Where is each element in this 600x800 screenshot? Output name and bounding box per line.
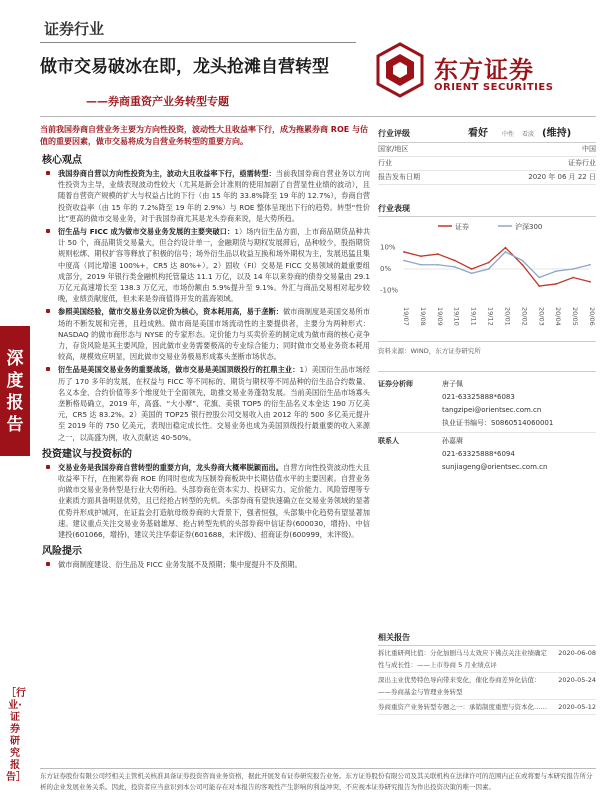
analyst-value: 执业证书编号：S0860514060001 [442, 419, 554, 427]
bullet-text: 做市商制度建设、衍生品及 FICC 业务发展不及预期；集中度提升不及预期。 [58, 560, 302, 570]
report-type-line-2: 报告 [6, 393, 24, 435]
analyst-divider [378, 432, 596, 433]
title-divider [40, 116, 596, 117]
related-head: 相关报告 [378, 632, 596, 646]
analyst-row [378, 404, 596, 417]
y-tick-label: -10% [380, 286, 399, 295]
series-point-1 [488, 268, 490, 270]
chart-source: 资料来源：WIND，东方证券研究所 [378, 341, 596, 355]
related-report-date: 2020-05-24 [558, 676, 596, 684]
rating-maintain: (维持) [542, 128, 572, 139]
bullet-heading: 衍生品是美国交易业务的重要战场，做市交易是美国顶级投行的扛鼎主业： [58, 365, 300, 375]
legend-label-1: 沪深300 [515, 223, 543, 231]
related-report-title: 券商重资产业务转型专题之一：承销制度重塑与资本化…… [378, 703, 547, 711]
analyst-row [378, 391, 596, 404]
series-point-1 [505, 251, 507, 253]
x-tick-label: 20/05 [571, 307, 580, 326]
bullet-text: 当前我国券商自营业务以方向性投资为主导，业绩表现波动性较大（尤其是新会计准则的使用加剧了自营显性业绩的波动），且随着自营资产规模的扩大与权益占比的下行（由 15 年的 33.8%降至 19 年的 12.7%），券商自营投资收益率（由 15 年的 7.2%降至 19 年的 2.9%）与 ROE 整体呈现出下行的趋势。转型“性价比”更高的做市交易业务，对于我国券商尤其是龙头券商来说，是大势所趋。 [58, 169, 370, 223]
analyst-label [378, 417, 442, 430]
y-tick-label: 0% [380, 265, 392, 273]
info-rows [378, 143, 596, 185]
logo-mark-icon [372, 42, 428, 98]
top-divider [40, 42, 356, 43]
series-point-0 [488, 262, 490, 264]
right-sidebar [378, 124, 596, 474]
x-tick-label: 19/12 [486, 307, 495, 326]
series-point-1 [538, 277, 540, 279]
info-key: 国家/地区 [378, 145, 409, 153]
main-content [40, 124, 370, 573]
rating-row [378, 124, 596, 143]
series-point-0 [437, 253, 439, 255]
report-type-line-1: 深度 [6, 349, 24, 391]
analyst-label: 联系人 [378, 437, 399, 445]
bullet-heading: 交易业务是我国券商自营转型的重要方向，龙头券商大概率脱颖而出。 [58, 462, 283, 472]
page-title: 做市交易破冰在即，龙头抢滩自营转型 [40, 57, 329, 77]
x-tick-label: 20/03 [537, 307, 546, 326]
series-point-0 [403, 251, 405, 253]
info-value: 2020 年 06 月 22 日 [528, 173, 596, 181]
bullet-marker-icon [46, 309, 50, 313]
analyst-label [378, 461, 442, 474]
info-row [378, 171, 596, 185]
analyst-row [378, 378, 596, 391]
left-sidebar [0, 0, 30, 800]
bullet-text: 自营方向性投资波动性大且收益率下行，在拖累券商 ROE 的同时也成为压制券商板块中长期估值水平的主要因素。自营业务向做市交易业务转型是行业大势所趋。头部券商在资本实力、投研实力、定价能力、风险管理等专业素质方面具备明显优势，且已经抢占转型的先机。头部券商有望快速确立在交易业务领域的显著优势并形成护城河，在证监会打造航母级券商的大背景下，强者恒强，头部集中化趋势有望显著加速。建议重点关注交易业务基础雄厚、抢占转型先机的头部券商中信证券(600030，增持)、中信建投(601066，增持)，建议关注华泰证券(601688，未评级)、招商证券(600999，未评级)。 [58, 462, 370, 540]
analyst-label [378, 404, 442, 417]
x-tick-label: 19/09 [435, 307, 444, 326]
series-point-0 [589, 281, 591, 283]
series-point-1 [454, 266, 456, 268]
x-tick-label: 19/07 [402, 307, 410, 326]
series-point-1 [555, 270, 557, 272]
x-tick-label: 19/11 [469, 307, 478, 326]
bullet-item [40, 306, 370, 362]
related-report-title: 拆比重研判比值：分化加剧马马太效应下佛点关注业绩确定性与成长性：——上市券商 5 月业绩点评 [378, 649, 547, 669]
series-point-1 [589, 264, 591, 266]
bullet-item [40, 226, 370, 304]
rating-label: 行业评级 [378, 129, 410, 138]
industry-tag: 证券行业 [44, 20, 105, 38]
section-core-view: 核心观点 [42, 155, 82, 166]
bullet-item [40, 559, 370, 570]
series-point-0 [420, 255, 422, 257]
info-key: 报告发布日期 [378, 173, 420, 181]
analyst-block [378, 371, 596, 474]
y-tick-label: 10% [380, 243, 396, 252]
logo-text-cn: 东方证券 [434, 56, 534, 84]
x-tick-label: 20/02 [520, 307, 529, 326]
analyst-email: sunjiageng@orientsec.com.cn [442, 463, 548, 471]
related-report-date: 2020-05-12 [558, 703, 596, 711]
analyst-value: 021-63325888*6083 [442, 393, 515, 401]
bullet-marker-icon [46, 465, 50, 469]
analyst-value: 唐子佩 [442, 380, 463, 388]
company-logo [372, 40, 592, 110]
analyst-label [378, 448, 442, 461]
related-report-title: 深出主业优势特色导向带来变化，催化券商差异化估值：——券商基金与管理业务转型 [378, 676, 541, 696]
series-point-1 [420, 264, 422, 266]
series-point-1 [521, 260, 523, 262]
risk-bullets [40, 559, 370, 570]
disclaimer-footer: 东方证券股份有限公司经相关主管机关核准具备证券投资咨询业务资格，据此开展发布证券研究报告业务。东方证券股份有限公司及其关联机构在法律许可的范围内正在或将要与本研究报告所分析的企业发展业务关系。因此，投资者应当意识到本公司可能存在对本报告的客观性产生影响的利益冲突，不应视本证券研究报告为作出投资决策的唯一因素。 [40, 768, 596, 793]
bullet-heading: 我国券商自营以方向性投资为主，波动大且收益率下行，亟需转型： [58, 169, 276, 178]
analyst-row [378, 435, 596, 448]
analyst-email: tangzipei@orientsec.com.cn [442, 406, 542, 414]
related-report-item[interactable] [378, 700, 596, 715]
sidebar-vertical-text: ［行业·证券研究报告］ [6, 688, 26, 783]
info-key: 行业 [378, 159, 392, 167]
bullet-marker-icon [46, 171, 50, 175]
related-report-item[interactable] [378, 673, 596, 700]
related-reports [378, 632, 596, 715]
core-bullets [40, 168, 370, 443]
rating-option-negative: 看淡 [522, 131, 535, 138]
performance-chart [378, 219, 596, 339]
logo-text-en: ORIENT SECURITIES [434, 82, 554, 93]
analyst-value: 孙嘉赓 [442, 437, 463, 445]
x-tick-label: 20/06 [588, 307, 596, 326]
info-row [378, 157, 596, 171]
series-point-0 [572, 277, 574, 279]
info-row [378, 143, 596, 157]
series-point-1 [471, 272, 473, 274]
x-tick-label: 20/01 [503, 307, 512, 326]
series-point-0 [555, 283, 557, 285]
related-report-date: 2020-06-08 [558, 649, 596, 657]
series-point-0 [505, 247, 507, 249]
section-risk: 风险提示 [42, 546, 82, 558]
analyst-row [378, 417, 596, 430]
x-tick-label: 19/10 [452, 307, 461, 326]
bullet-item [40, 364, 370, 442]
page-subtitle: ——券商重资产业务转型专题 [86, 95, 229, 108]
info-value: 证券行业 [568, 159, 596, 167]
series-point-1 [572, 268, 574, 270]
series-point-0 [521, 264, 523, 266]
bullet-marker-icon [46, 229, 50, 233]
intro-summary: 当前我国券商自营业务主要为方向性投资，波动性大且收益率下行，成为拖累券商 ROE 与估值的重要因素，做市交易将成为自营业务转型的重要方向。 [40, 125, 368, 146]
rating-value: 看好 [468, 128, 488, 139]
bullet-text: 1）美国衍生品市场经历了 170 多年的发展，在权益与 FICC 等不同标的、期货与期权等不同品种的衍生品合约数量、名义本金、合约价值等多个维度处于全面领先，助推交易业务蓬勃发展。当前美国衍生品市场寡头垄断格局确立，2019 年，高盛、“大小摩”、花旗、美银 TOP5 的衍生品名义本金达 190 万亿美元，CR5 达 83.2%。2）美国的 TOP25 银行控股公司交易收入由 2012 年的 500 多亿美元提升至 2019 年的 750 亿美元，表现出稳定成长性。交易业务也成为美国顶级投行最重要的收入来源之一，以高盛为例，收入贡献达 40-50%。 [58, 365, 370, 442]
series-point-0 [538, 285, 540, 287]
bullet-heading: 衍生品与 FICC 成为做市交易业务发展的主要突破口： [58, 227, 235, 237]
bullet-heading: 参照美国经验，做市交易业务以定价为核心，资本耗用高，易于垄断： [58, 307, 283, 317]
bullet-item [40, 168, 370, 224]
section-investment: 投资建议与投资标的 [42, 448, 132, 460]
bullet-marker-icon [46, 367, 50, 371]
analyst-value: 021-63325888*6094 [442, 450, 515, 458]
related-report-item[interactable] [378, 646, 596, 673]
rating-option-neutral: 中性 [502, 131, 515, 138]
legend-label-0: 证券 [455, 223, 469, 231]
bullet-text: 1）场内衍生品方面，上市商品期货品种共计 50 个，商品期货交易量大，但合约设计单一，金融期货与期权发展滞后，品种较少，股指期货规则松绑、期权扩容等释放了积极的信号；场外衍生品以收益互换和场外期权为主，发展迅猛且集中度高（同比增速 100%+，CR5 达 80%+）。2）固收（FI）交易是 FICC 交易领域的最重要组成部分，2019 年银行类金融机构托管量达 11.1 万亿，以及 14 年以来券商的债券交易量由 29.1 万亿元高速增长至 138.3 万亿元，市场份额由 5.9%提升至 9.1%。外汇与商品交易相对起步较晚，业绩贡献度低，但未来是券商值得开发的蓝海领域。 [58, 227, 371, 304]
series-point-1 [403, 260, 405, 262]
chart-title: 行业表现 [378, 203, 596, 217]
analyst-row [378, 461, 596, 474]
investment-bullets [40, 462, 370, 540]
analyst-row [378, 448, 596, 461]
bullet-text: 做市商制度是美国交易所市场的不断发展和完善，且趋成熟。做市商是美国市场流动性的主要提供者，主要分为两种形式：NASDAQ 的做市商形态与 NYSE 的专家形态。定价能力与买卖价差的制定成为做市商的核心竞争力，存货风险是其主要风险，因此做市业务需要极高的专业综合能力；同时做市交易业务资本耗用较高，规模效应明显，因此做市交易业务极易形成寡头垄断市场状态。 [58, 307, 370, 362]
bullet-marker-icon [46, 562, 50, 566]
series-line-0 [404, 248, 590, 286]
performance-chart-svg [378, 219, 596, 339]
analyst-label [378, 391, 442, 404]
series-point-0 [454, 260, 456, 262]
x-tick-label: 20/04 [554, 307, 563, 326]
report-type-block [0, 326, 30, 456]
analyst-label: 证券分析师 [378, 380, 413, 388]
info-value: 中国 [582, 145, 596, 153]
x-tick-label: 19/08 [418, 307, 427, 326]
related-list [378, 646, 596, 715]
bullet-item [40, 462, 370, 540]
series-point-0 [471, 268, 473, 270]
series-point-1 [437, 264, 439, 266]
